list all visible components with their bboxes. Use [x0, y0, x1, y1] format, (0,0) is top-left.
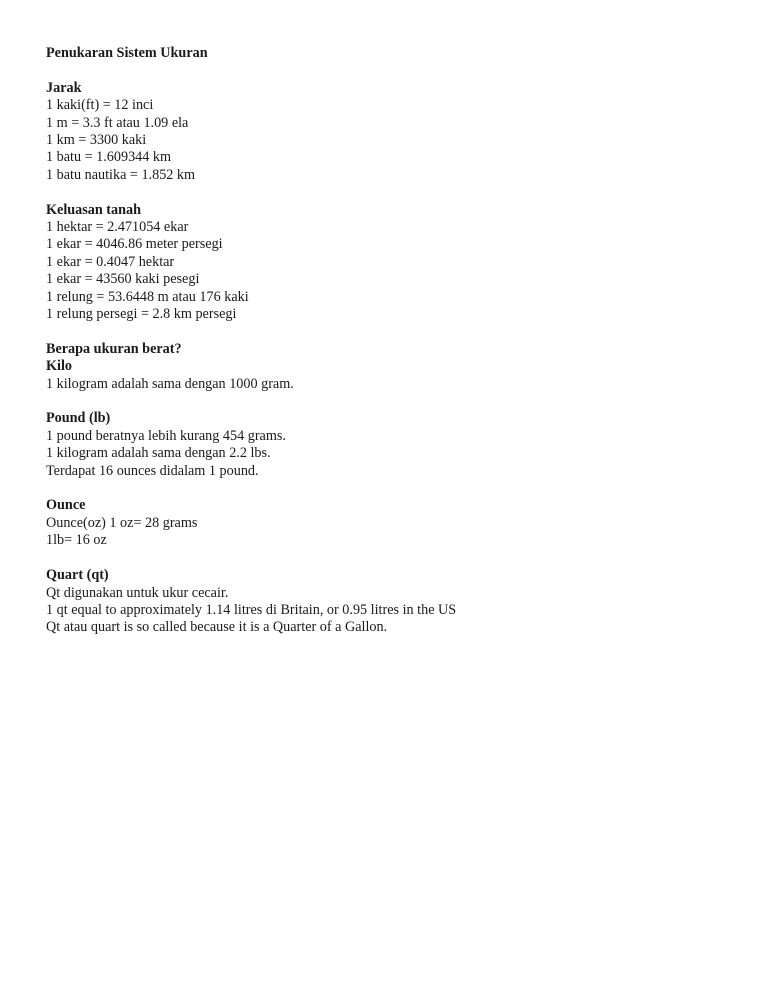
section-heading-berat: Berapa ukuran berat?: [46, 340, 182, 357]
text-line: 1 batu nautika = 1.852 km: [46, 166, 196, 183]
text-line: 1 relung persegi = 2.8 km persegi: [46, 306, 237, 323]
text-line: 1 km = 3300 kaki: [46, 132, 147, 149]
text-line: 1 relung = 53.6448 m atau 176 kaki: [46, 288, 249, 305]
spacer: [46, 184, 726, 201]
section-heading-ounce: Ounce: [46, 497, 86, 514]
text-line: 1 ekar = 43560 kaki pesegi: [46, 271, 200, 288]
text-line: 1lb= 16 oz: [46, 532, 107, 549]
section-heading-keluasan-tanah: Keluasan tanah: [46, 201, 142, 218]
section-heading-quart: Quart (qt): [46, 567, 109, 584]
subheading-kilo: Kilo: [46, 358, 73, 375]
text-line: 1 hektar = 2.471054 ekar: [46, 219, 189, 236]
text-line: Qt digunakan untuk ukur cecair.: [46, 584, 229, 601]
text-line: 1 ekar = 4046.86 meter persegi: [46, 236, 223, 253]
text-line: Terdapat 16 ounces didalam 1 pound.: [46, 462, 259, 479]
spacer: [46, 550, 726, 567]
text-line: 1 batu = 1.609344 km: [46, 149, 172, 166]
spacer: [46, 480, 726, 497]
document-title: Penukaran Sistem Ukuran: [46, 45, 208, 61]
spacer: [46, 323, 726, 340]
text-line: 1 kilogram adalah sama dengan 1000 gram.: [46, 375, 294, 392]
section-heading-pound: Pound (lb): [46, 410, 111, 427]
text-line: 1 ekar = 0.4047 hektar: [46, 253, 175, 270]
text-line: 1 qt equal to approximately 1.14 litres di Britain, or 0.95 litres in the US: [46, 601, 457, 618]
spacer: [46, 393, 726, 410]
text-line: 1 kilogram adalah sama dengan 2.2 lbs.: [46, 445, 271, 462]
text-line: 1 pound beratnya lebih kurang 454 grams.: [46, 427, 286, 444]
text-line: 1 kaki(ft) = 12 inci: [46, 97, 154, 114]
text-line: Qt atau quart is so called because it is a Quarter of a Gallon.: [46, 619, 388, 636]
text-line: 1 m = 3.3 ft atau 1.09 ela: [46, 114, 189, 131]
spacer: [46, 62, 726, 79]
section-heading-jarak: Jarak: [46, 79, 82, 96]
document-page: [46, 45, 726, 637]
text-line: Ounce(oz) 1 oz= 28 grams: [46, 514, 198, 531]
